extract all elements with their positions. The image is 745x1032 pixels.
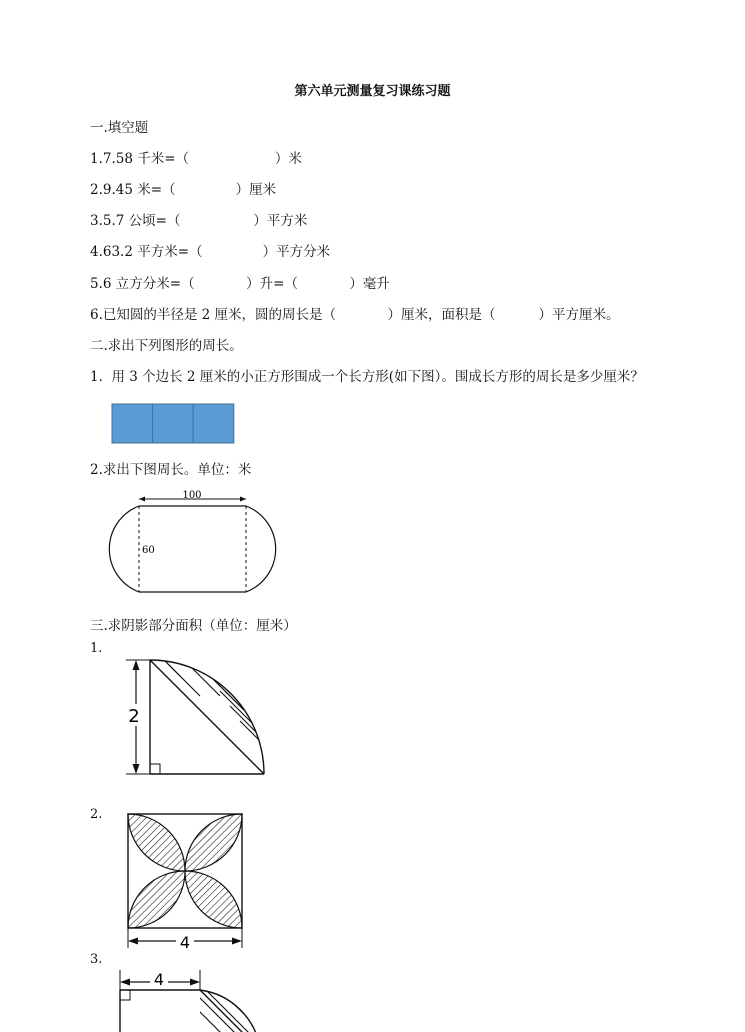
question-2-1: 1. 用 3 个边长 2 厘米的小正方形围成一个长方形(如下图）。围成长方形的周长是多少厘米？	[90, 369, 644, 385]
figure-2-number: 2.	[90, 807, 103, 822]
dimension-label-4: 4	[179, 933, 191, 952]
section3-heading: 三.求阴影部分面积（单位：厘米）	[90, 618, 297, 634]
figure-1-number: 1.	[90, 641, 103, 656]
page-title: 第六单元测量复习课练习题	[294, 84, 451, 99]
stadium-figure	[92, 486, 292, 598]
question-1-1: 1.7.58 千米=（ ）米	[90, 151, 302, 167]
figure-3-number: 3.	[90, 952, 103, 967]
three-squares-figure	[111, 403, 235, 445]
small-square	[193, 404, 234, 443]
question-1-6: 6.已知圆的半径是 2 厘米，圆的周长是（ ）厘米，面积是（ ）平方厘米。	[90, 307, 620, 323]
small-square	[153, 404, 194, 443]
quarter-circle-figure	[120, 656, 280, 780]
section1-heading: 一.填空题	[90, 120, 149, 136]
dimension-label-4b: 4	[153, 970, 165, 989]
question-1-3: 3.5.7 公顷=（ ）平方米	[90, 213, 308, 229]
dimension-top-label: 100	[182, 490, 202, 501]
dimension-side-label: 60	[142, 545, 155, 556]
dimension-label-2: 2	[128, 706, 140, 727]
figure-3-partial	[110, 968, 270, 1032]
question-1-2: 2.9.45 米=（ ）厘米	[90, 182, 277, 198]
question-2-2: 2.求出下图周长。单位：米	[90, 462, 252, 478]
small-square	[112, 404, 153, 443]
petal-square-figure	[120, 808, 250, 952]
question-1-4: 4.63.2 平方米=（ ）平方分米	[90, 244, 331, 260]
section2-heading: 二.求出下列图形的周长。	[90, 338, 243, 354]
question-1-5: 5.6 立方分米=（ ）升=（ ）毫升	[90, 276, 390, 292]
